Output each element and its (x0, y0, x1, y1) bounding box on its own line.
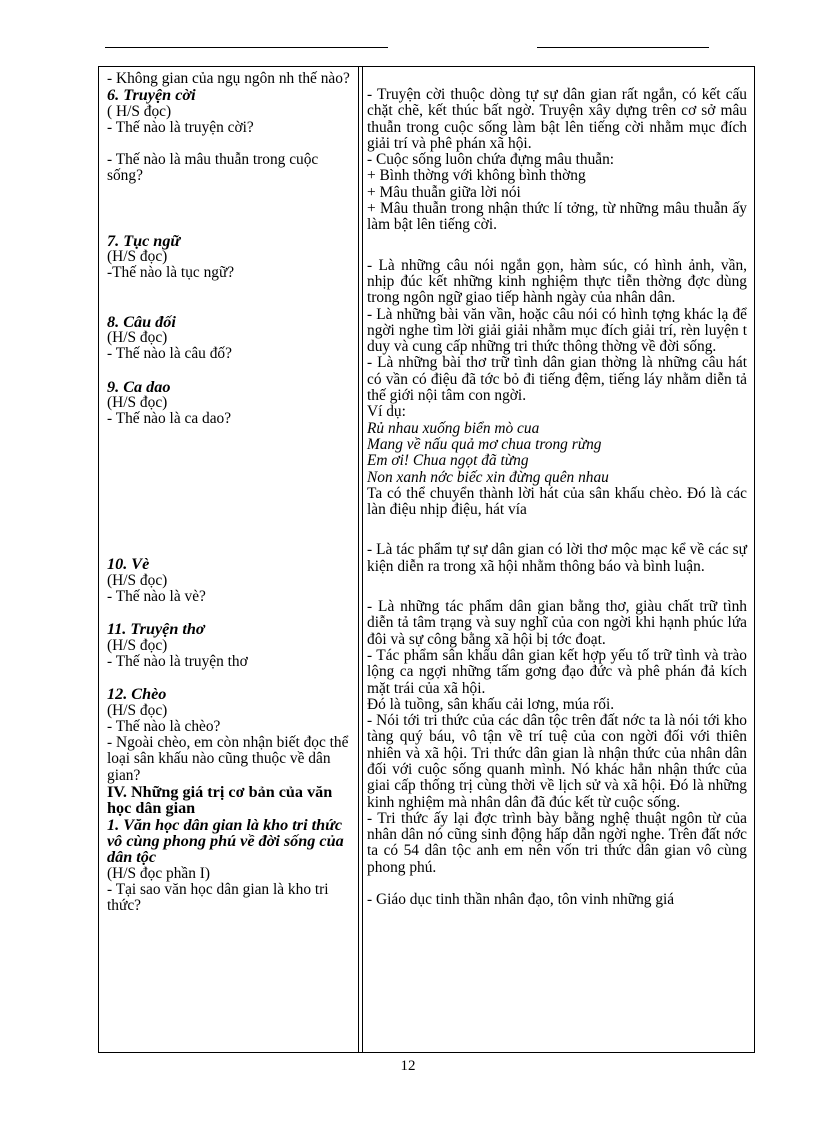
spacer (107, 451, 353, 499)
question-text: (H/S đọc) (107, 393, 168, 411)
question-heading: 9. Ca dao (107, 377, 171, 396)
answer-text: + Mâu thuẫn giữa lời nói (367, 183, 521, 201)
spacer (107, 363, 353, 379)
question-heading: 1. Văn học dân gian là kho tri thức vô cùng phong phú về đời sống của dân tộc (107, 815, 344, 867)
answer-text: Mang về nấu quả mơ chua trong rừng (367, 435, 602, 453)
header-rule-right (537, 47, 709, 48)
question-text: (H/S đọc) (107, 328, 168, 346)
question-text: (H/S đọc) (107, 571, 168, 589)
question-text: - Thế nào là câu đố? (107, 345, 232, 363)
spacer (107, 670, 353, 686)
spacer (367, 518, 747, 542)
column-divider (358, 67, 363, 1052)
question-text: - Ngoài chèo, em còn nhận biết đọc thể loại sân khấu nào cũng thuộc về dân gian? (107, 734, 349, 784)
lesson-table (98, 66, 755, 1053)
answer-text: - Tri thức ấy lại đợc trình bày bằng nghệ thuật ngôn từ của nhân dân nó cũng sinh động hấp dẫn ngời nghe. Trên đất nớc ta có 54 dân tộc anh em nên vốn tri thức dân gian vô cùng phong phú. (367, 809, 747, 876)
question-heading: 8. Câu đối (107, 312, 176, 331)
question-heading: IV. Những giá trị cơ bản của văn học dân gian (107, 783, 333, 818)
questions-column (107, 71, 353, 914)
spacer (367, 575, 747, 599)
answer-text: - Là những bài thơ trữ tình dân gian thờng là những câu hát có vần có điệu đã tớc bỏ đi tiếng đệm, tiếng láy nhằm diễn tả thế giới nội tâm con ngời. (367, 354, 747, 405)
answer-text: Em ơi! Chua ngọt đã từng (367, 452, 529, 470)
answer-text: Non xanh nớc biếc xin đừng quên nhau (367, 468, 609, 486)
question-heading: 10. Vè (107, 555, 150, 574)
answer-text: - Là tác phẩm tự sự dân gian có lời thơ mộc mạc kể về các sự kiện diễn ra trong xã hội nhằm thông báo và bình luận. (367, 541, 747, 575)
answer-text: - Truyện cời thuộc dòng tự sự dân gian rất ngắn, có kết cấu chặt chẽ, kết thúc bất ngờ. Truyện xây dựng trên cơ sở mâu thuẫn trong cuộc sống làm bật lên tiếng cời nhằm mục đích giải trí và phê phán xã hội. (367, 86, 747, 152)
question-text: - Thế nào là ca dao? (107, 410, 232, 428)
question-text: - Thế nào là truyện cời? (107, 118, 254, 136)
question-heading: 11. Truyện thơ (107, 620, 205, 639)
spacer (107, 136, 353, 152)
answer-text: Ví dụ: (367, 403, 406, 421)
question-text: -Thế nào là tục ngữ? (107, 264, 235, 282)
question-text: - Không gian của ngụ ngôn nh thế nào? (107, 70, 350, 87)
spacer (107, 605, 353, 621)
answer-text: Đó là tuồng, sân khấu cải lơng, múa rối. (367, 695, 615, 713)
spacer (367, 234, 747, 258)
spacer (107, 499, 353, 547)
answer-text: + Bình thờng với không bình thờng (367, 167, 586, 185)
spacer (367, 876, 747, 892)
question-text: - Thế nào là mâu thuẫn trong cuộc sống? (107, 151, 319, 185)
question-text: (H/S đọc) (107, 701, 168, 719)
question-text: (H/S đọc) (107, 248, 168, 266)
header-rule-left (105, 47, 388, 48)
answer-text: - Nói tới tri thức của các dân tộc trên đất nớc ta là nói tới kho tàng quý báu, vô tận về trí tuệ của con ngời đối với thiên nhiên và xã hội. Tri thức dân gian là nhận thức của nhân dân đối với cuộc sống quanh mình. Nó khác hẳn nhận thức của giai cấp thống trị cùng thời về lịch sử và xã hội. Đó là những kinh nghiệm mà nhân dân đã đúc kết từ cuộc sống. (367, 712, 747, 811)
answer-text: Rủ nhau xuống biển mò cua (367, 419, 540, 437)
spacer (107, 427, 353, 451)
question-text: - Thế nào là vè? (107, 588, 206, 606)
question-text: - Tại sao văn học dân gian là kho tri thức? (107, 880, 329, 915)
spacer (107, 185, 353, 233)
question-text: - Thế nào là chèo? (107, 717, 221, 735)
question-heading: 6. Truyện cời (107, 86, 196, 105)
page-number: 12 (400, 1058, 416, 1074)
answers-column (367, 71, 747, 908)
answer-text: - Là những tác phẩm dân gian bằng thơ, giàu chất trữ tình diễn tả tâm trạng và suy nghĩ của con ngời khi hạnh phúc lứa đôi và sự công bằng xã hội bị tớc đoạt. (367, 598, 747, 648)
question-text: (H/S đọc) (107, 636, 168, 654)
answer-text: - Là những bài văn vần, hoặc câu nói có hình tợng khác lạ để ngời nghe tìm lời giải giải nhằm mục đích giải trí, rèn luyện t duy và cung cấp những tri thức thông thờng về đời sống. (367, 305, 747, 356)
answer-text: Ta có thể chuyển thành lời hát của sân khấu chèo. Đó là các làn điệu nhịp điệu, hát vía (367, 484, 747, 519)
question-text: (H/S đọc phần I) (107, 864, 211, 882)
spacer (367, 71, 747, 87)
answer-text: - Cuộc sống luôn chứa đựng mâu thuẫn: (367, 151, 615, 169)
question-text: - Thế nào là truyện thơ (107, 652, 248, 670)
spacer (107, 282, 353, 314)
question-heading: 12. Chèo (107, 685, 167, 704)
answer-text: - Giáo dục tinh thần nhân đạo, tôn vinh những giá (367, 891, 675, 909)
question-text: ( H/S đọc) (107, 102, 172, 120)
answer-text: - Là những câu nói ngắn gọn, hàm súc, có hình ảnh, vần, nhịp đúc kết những kinh nghiệm thực tiễn thờng đợc dùng trong ngôn ngữ giao tiếp hành ngày của nhân dân. (367, 256, 747, 307)
question-heading: 7. Tục ngữ (107, 231, 181, 250)
answer-text: + Mâu thuẫn trong nhận thức lí tởng, từ những mâu thuẫn ấy làm bật lên tiếng cời. (367, 200, 747, 234)
answer-text: - Tác phẩm sân khấu dân gian kết hợp yếu tố trữ tình và trào lộng ca ngợi những tấm gơng đạo đức và phê phán đả kích mặt trái của xã hội. (367, 646, 747, 697)
